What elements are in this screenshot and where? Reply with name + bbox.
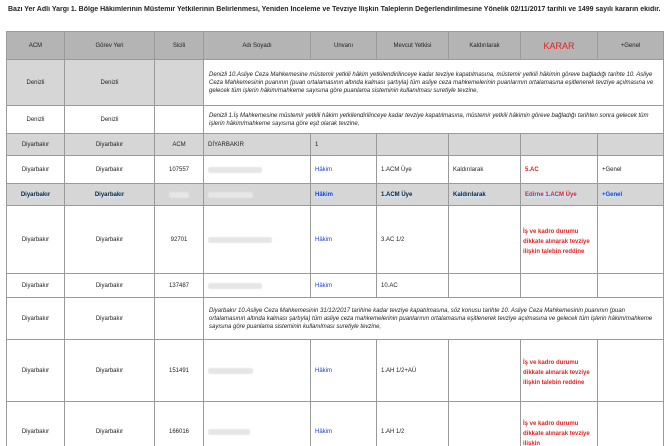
cell-gorev-yeri: Denizli: [65, 60, 155, 106]
cell-adi-soyadi: [204, 184, 311, 206]
cell-acm: Diyarbakır: [7, 340, 65, 402]
cell-gorev-yeri: Diyarbakır: [65, 402, 155, 446]
table-row: [7, 340, 664, 402]
cell-adi-soyadi: DİYARBAKIR: [204, 134, 311, 156]
cell-mevcut-yetkisi: 3.AC 1/2: [377, 206, 449, 274]
cell-adi-soyadi: [204, 402, 311, 446]
table-row: [7, 184, 664, 206]
document-title: Bazı Yer Adli Yargı 1. Bölge Hâkimlerinin Müstemir Yetkilerinin Belirlenmesi, Yeniden İnceleme ve Tevziye İlişkin Taleplerin Değerlendirilmesine Yönelik 02/11/2017 tarihli ve 1499 sayılı kararın ekidir.: [8, 6, 661, 13]
cell-kaldirilarak: Kaldırılarak: [449, 184, 521, 206]
cell-adi-soyadi: [204, 340, 311, 402]
cell-adi-soyadi: [204, 274, 311, 298]
cell-acm: Denizli: [7, 60, 65, 106]
redacted-sicil: [169, 192, 189, 198]
note-text: Denizli 10.Asliye Ceza Mahkemesine müstemir yetkili hâkim yetkilendirilinceye kadar tevziye kapatılmasına, müstemir yetkili hâkimin göreve bağladığı tarihte 10. Asliye Ceza Mahkemesinin puanının (puan ortalamasının altında kalması şartıyla) tüm asliye ceza mahkemelerinin puanlarının ortalamasına eşitlenerek tevziye açılmasına ve gelecek tüm işlerin hâkim/mahkeme sayısına göre puanlama sisteminin kullanılması suretiyle tevzine,: [204, 60, 664, 106]
cell-genel: +Genel: [598, 184, 664, 206]
cell-karar: 5.AC: [521, 156, 598, 184]
cell-karar: [521, 134, 598, 156]
cell-acm: Diyarbakır: [7, 274, 65, 298]
cell-kaldirilarak: [449, 340, 521, 402]
cell-karar: [521, 274, 598, 298]
cell-unvani: Hâkim: [311, 274, 377, 298]
cell-karar: Edirne 1.ACM Üye: [521, 184, 598, 206]
cell-karar: İş ve kadro durumu dikkate alınarak tevziye ilişkin talebin reddine: [521, 340, 598, 402]
cell-unvani: Hâkim: [311, 184, 377, 206]
note-text: Denizli 1.İş Mahkemesine müstemir yetkili hâkim yetkilendirilinceye kadar tevziye kapatılmasına, müstemir yetkili hâkimin göreve bağladığı tarihten sonra gelecek tüm işlerin hâkim/mahkeme sayısına göre eşit olarak tevzine,: [204, 106, 664, 134]
header-genel: +Genel: [598, 32, 664, 60]
cell-gorev-yeri: Denizli: [65, 106, 155, 134]
cell-adi-soyadi: [204, 156, 311, 184]
note-text: Diyarbakır 10.Asliye Ceza Mahkemesinin 31/12/2017 tarihine kadar tevziye kapatılmasına, söz konusu tarihte 10. Asliye Ceza Mahkemesinin puanının (puan ortalamasının altında kalması şartıyla) tüm asliye ceza mahkemelerinin puanlarının ortalamasına eşitlenerek tevziye açılmasına ve gelecek tüm işlerin hâkim/mahkeme sayısına göre puanlama sisteminin kullanılması suretiyle tevzine,: [204, 298, 664, 340]
cell-gorev-yeri: Diyarbakır: [65, 156, 155, 184]
cell-sicili: 137487: [155, 274, 204, 298]
header-mevcut-yetkisi: Mevcut Yetkisi: [377, 32, 449, 60]
cell-kaldirilarak: [449, 206, 521, 274]
table-row: [7, 206, 664, 274]
cell-unvani: Hâkim: [311, 340, 377, 402]
redacted-name: [208, 368, 253, 374]
table-row: [7, 156, 664, 184]
redacted-name: [208, 237, 272, 243]
redacted-name: [208, 167, 262, 173]
cell-acm: Diyarbakır: [7, 134, 65, 156]
cell-mevcut-yetkisi: 1.AH 1/2+AÜ: [377, 340, 449, 402]
cell-genel: +Genel: [598, 156, 664, 184]
cell-acm: Diyarbakır: [7, 156, 65, 184]
cell-kaldirilarak: [449, 134, 521, 156]
header-kaldirilarak: Kaldırılarak: [449, 32, 521, 60]
cell-sicili: 151491: [155, 340, 204, 402]
redacted-name: [208, 429, 250, 435]
cell-unvani: Hâkim: [311, 402, 377, 446]
cell-gorev-yeri: Diyarbakır: [65, 184, 155, 206]
cell-sicili: [155, 106, 204, 134]
cell-genel: [598, 402, 664, 446]
redacted-name: [208, 283, 262, 289]
cell-acm: Diyarbakır: [7, 402, 65, 446]
cell-mevcut-yetkisi: 1.AH 1/2: [377, 402, 449, 446]
cell-gorev-yeri: Diyarbakır: [65, 134, 155, 156]
table-row: [7, 274, 664, 298]
cell-unvani: Hâkim: [311, 206, 377, 274]
cell-sicili: [155, 298, 204, 340]
cell-sicili: [155, 60, 204, 106]
cell-kaldirilarak: [449, 274, 521, 298]
table-header-row: [7, 32, 664, 60]
redacted-name: [208, 192, 253, 198]
cell-acm: Diyarbakır: [7, 298, 65, 340]
table-row: [7, 402, 664, 446]
cell-gorev-yeri: Diyarbakır: [65, 340, 155, 402]
cell-mevcut-yetkisi: 10.AC: [377, 274, 449, 298]
header-sicili: Sicili: [155, 32, 204, 60]
cell-acm: Diyarbakır: [7, 206, 65, 274]
cell-sicili: 107557: [155, 156, 204, 184]
table-row: [7, 60, 664, 106]
header-adi-soyadi: Adı Soyadı: [204, 32, 311, 60]
cell-adi-soyadi: [204, 206, 311, 274]
cell-sicili: 92701: [155, 206, 204, 274]
cell-gorev-yeri: Diyarbakır: [65, 298, 155, 340]
cell-genel: [598, 274, 664, 298]
cell-genel: [598, 206, 664, 274]
cell-acm: Denizli: [7, 106, 65, 134]
header-unvani: Unvanı: [311, 32, 377, 60]
cell-sicili: [155, 184, 204, 206]
cell-gorev-yeri: Diyarbakır: [65, 206, 155, 274]
cell-unvani: Hâkim: [311, 156, 377, 184]
cell-acm: Diyarbakır: [7, 184, 65, 206]
cell-sicili: 166016: [155, 402, 204, 446]
header-karar: KARAR: [521, 32, 598, 60]
cell-karar: İş ve kadro durumu dikkate alınarak tevziye ilişkin: [521, 402, 598, 446]
cell-karar: İş ve kadro durumu dikkate alınarak tevziye ilişkin talebin reddine: [521, 206, 598, 274]
cell-gorev-yeri: Diyarbakır: [65, 274, 155, 298]
cell-genel: [598, 340, 664, 402]
cell-unvani: 1: [311, 134, 377, 156]
table-row: [7, 134, 664, 156]
header-gorev-yeri: Görev Yeri: [65, 32, 155, 60]
table-row: [7, 298, 664, 340]
decision-table: [6, 31, 664, 446]
header-acm: ACM: [7, 32, 65, 60]
table-row: [7, 106, 664, 134]
cell-kaldirilarak: Kaldırılarak: [449, 156, 521, 184]
cell-mevcut-yetkisi: 1.ACM Üye: [377, 184, 449, 206]
cell-sicili: ACM: [155, 134, 204, 156]
cell-mevcut-yetkisi: 1.ACM Üye: [377, 156, 449, 184]
cell-mevcut-yetkisi: [377, 134, 449, 156]
cell-kaldirilarak: [449, 402, 521, 446]
cell-genel: [598, 134, 664, 156]
